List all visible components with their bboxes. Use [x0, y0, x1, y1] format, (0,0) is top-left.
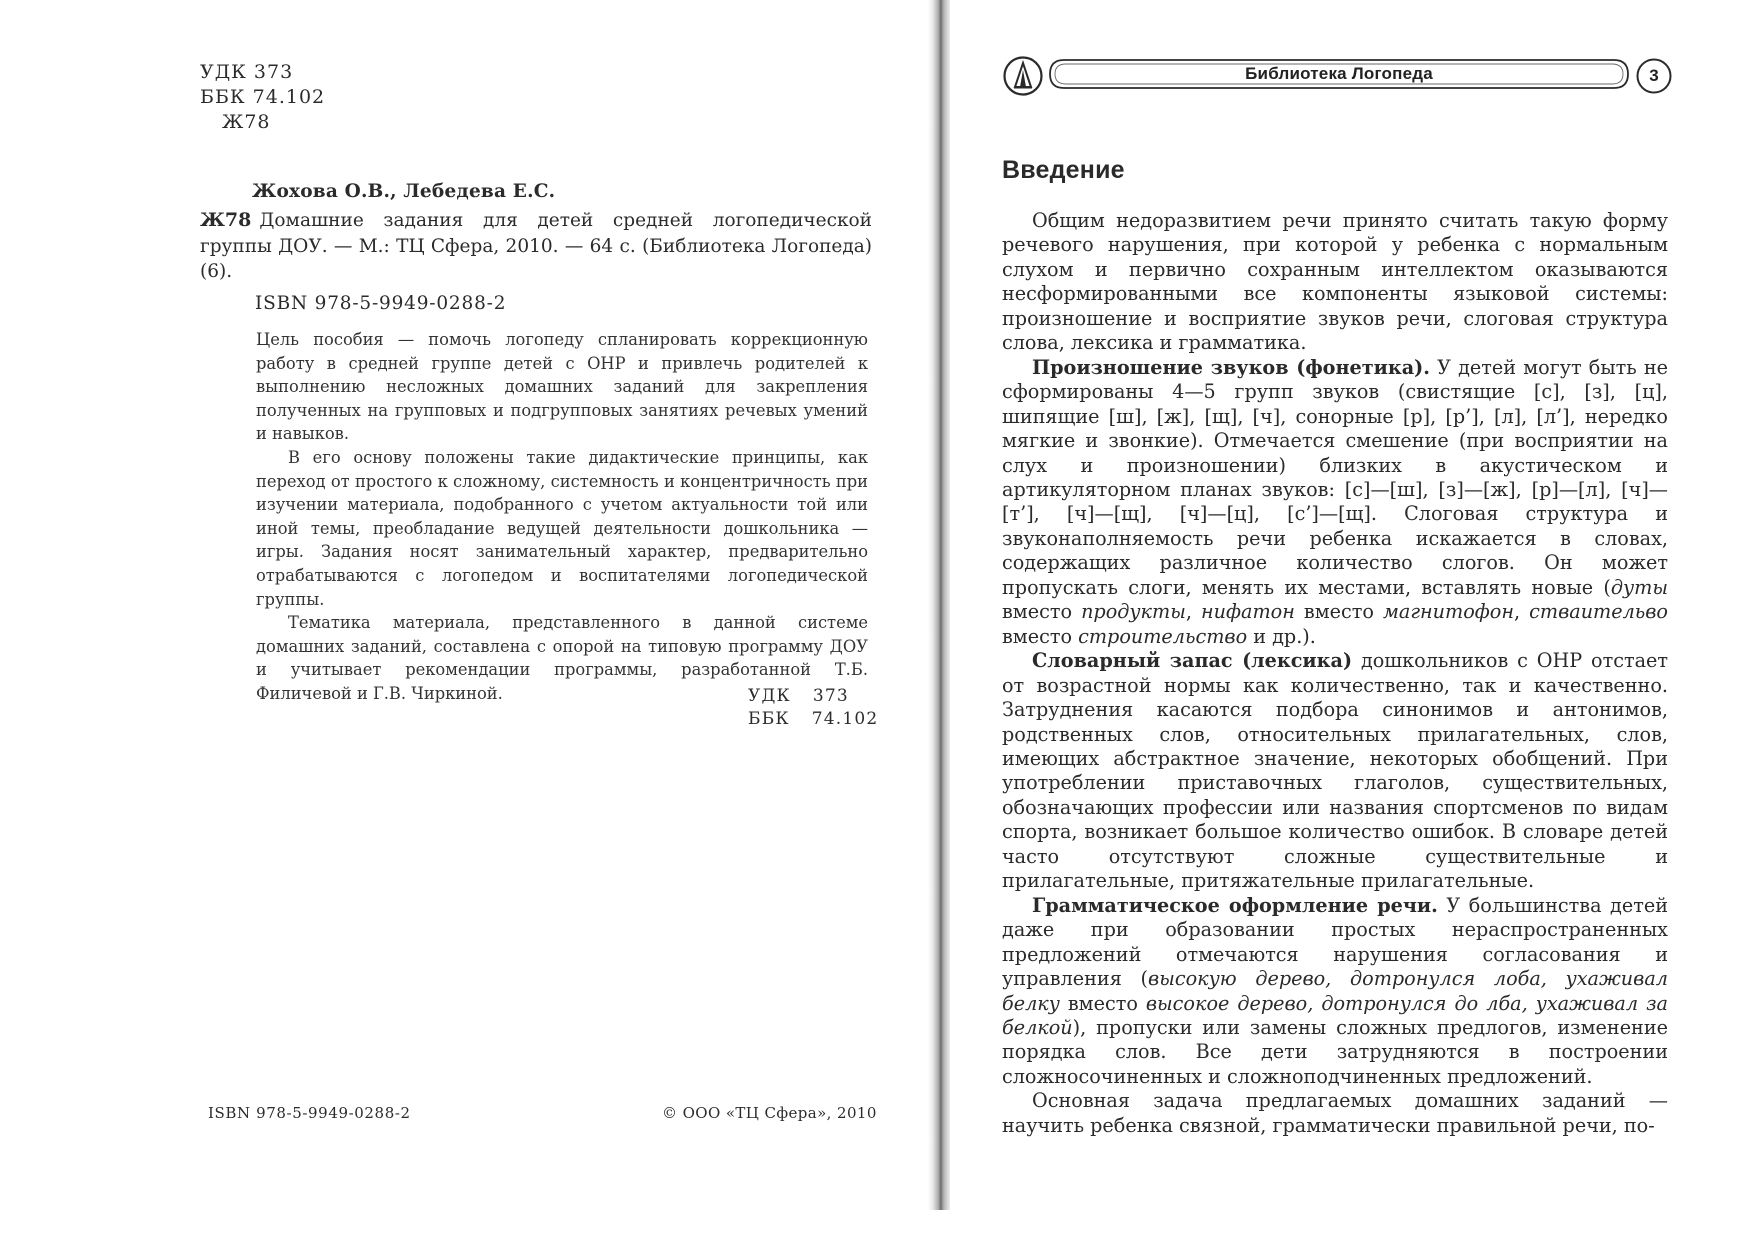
- book-series-logo-icon: [1003, 56, 1043, 96]
- isbn-footer: ISBN 978-5-9949-0288-2: [208, 1104, 411, 1122]
- udk-code: УДК 373: [200, 61, 294, 83]
- biblio-text: Домашние задания для детей средней логопедической группы ДОУ. — М.: ТЦ Сфера, 2010. — 64 с. (Библиотека Логопеда) (6).: [200, 210, 872, 282]
- biblio-code: Ж78: [200, 209, 252, 231]
- isbn-line: ISBN 978-5-9949-0288-2: [255, 293, 507, 314]
- book-spine-gutter: [928, 0, 950, 1210]
- paragraph-lead: Грамматическое оформление речи.: [1032, 893, 1438, 917]
- annotation-paragraph: Тематика материала, представленного в данной системе домашних заданий, составлена с опорой на типовую программу ДОУ и учитывает рекомендации программы, разработанной Т.Б. Филичевой и Г.В. Чиркиной.: [256, 613, 868, 703]
- bbk-bottom-label: ББК: [748, 709, 790, 729]
- bbk-bottom-value: 74.102: [811, 709, 879, 729]
- body-paragraph: Словарный запас (лексика) дошкольников с ОНР отстает от возрастной нормы как количественно, так и качественно. Затруднения касаются подбора синонимов и антонимов, родственных слов, относительных прилагательных, слов, имеющих абстрактное значение, некоторых обобщений. При употреблении приставочных глаголов, существительных, обозначающих профессии или названия спортсменов по видам спорта, возникает большое количество ошибок. В словаре детей часто отсутствуют сложные существительные и прилагательные, притяжательные прилагательные.: [1002, 649, 1668, 893]
- body-paragraph: Произношение звуков (фонетика). У детей могут быть не сформированы 4—5 групп звуков (свистящие [с], [з], [ц], шипящие [ш], [ж], [щ], [ч], сонорные [р], [р’], [л], [л’], нередко мягкие и звонкие). Отмечается смешение (при восприятии на слух и произношении) близких в акустическом и артикуляторном планах звуков: [с]—[ш], [з]—[ж], [р]—[л], [ч]—[т’], [ч]—[щ], [ч]—[ц], [с’]—[щ]. Слоговая структура и звуконаполняемость речи ребенка искажается в словах, содержащих различное количество слогов. Он может пропускать слоги, менять их местами, вставлять новые (дуты вместо продукты, нифатон вместо магнитофон, стваительво вместо строительство и др.).: [1002, 355, 1668, 648]
- page-number: 3: [1649, 66, 1659, 85]
- section-title: Введение: [1002, 156, 1125, 184]
- udk-bottom-value: 373: [812, 686, 849, 706]
- annotation-paragraph: В его основу положены такие дидактические принципы, как переход от простого к сложному, системность и концентричность при изучении материала, подобранного с учетом актуальности той или иной темы, преобладание ведущей деятельности дошкольника — игры. Задания носят занимательный характер, предварительно отрабатываются с логопедом и воспитателями логопедической группы.: [256, 447, 868, 609]
- udk-header-block: [200, 60, 325, 135]
- bbk-code: ББК 74.102: [200, 86, 326, 108]
- udk-bottom-label: УДК: [748, 686, 791, 706]
- paragraph-lead: Словарный запас (лексика): [1032, 649, 1353, 673]
- series-title: Библиотека Логопеда: [1245, 64, 1433, 83]
- author-mark-code: Ж78: [222, 111, 271, 133]
- annotation-paragraph: Цель пособия — помочь логопеду спланировать коррекционную работу в средней группе детей с ОНР и привлечь родителей к выполнению несложных домашних заданий для закрепления полученных на групповых и подгрупповых занятиях речевых умений и навыков.: [256, 330, 868, 444]
- body-paragraph: Грамматическое оформление речи. У большинства детей даже при образовании простых нераспространенных предложений отмечаются нарушения согласования и управления (высокую дерево, дотронулся лоба, ухаживал белку вместо высокое дерево, дотронулся до лба, ухаживал за белкой), пропуски или замены сложных предлогов, изменение порядка слов. Все дети затрудняются в построении сложносочиненных и сложноподчиненных предложений.: [1002, 893, 1668, 1088]
- introduction-body: [1002, 209, 1668, 1138]
- authors-line: Жохова О.В., Лебедева Е.С.: [252, 181, 556, 202]
- bibliographic-description: [200, 208, 872, 285]
- paragraph-lead: Произношение звуков (фонетика).: [1032, 355, 1430, 379]
- udk-bottom-block: [748, 685, 878, 731]
- copyright-notice: © ООО «ТЦ Сфера», 2010: [662, 1104, 877, 1122]
- body-paragraph: Общим недоразвитием речи принято считать такую форму речевого нарушения, при которой у ребенка с нормальным слухом и первично сохранным интеллектом оказываются несформированными все компоненты языковой системы: произношение и восприятие звуков речи, слоговая структура слова, лексика и грамматика.: [1002, 209, 1668, 355]
- annotation-block: [256, 328, 868, 706]
- body-paragraph: Основная задача предлагаемых домашних заданий — научить ребенка связной, грамматически правильной речи, по-: [1002, 1089, 1668, 1137]
